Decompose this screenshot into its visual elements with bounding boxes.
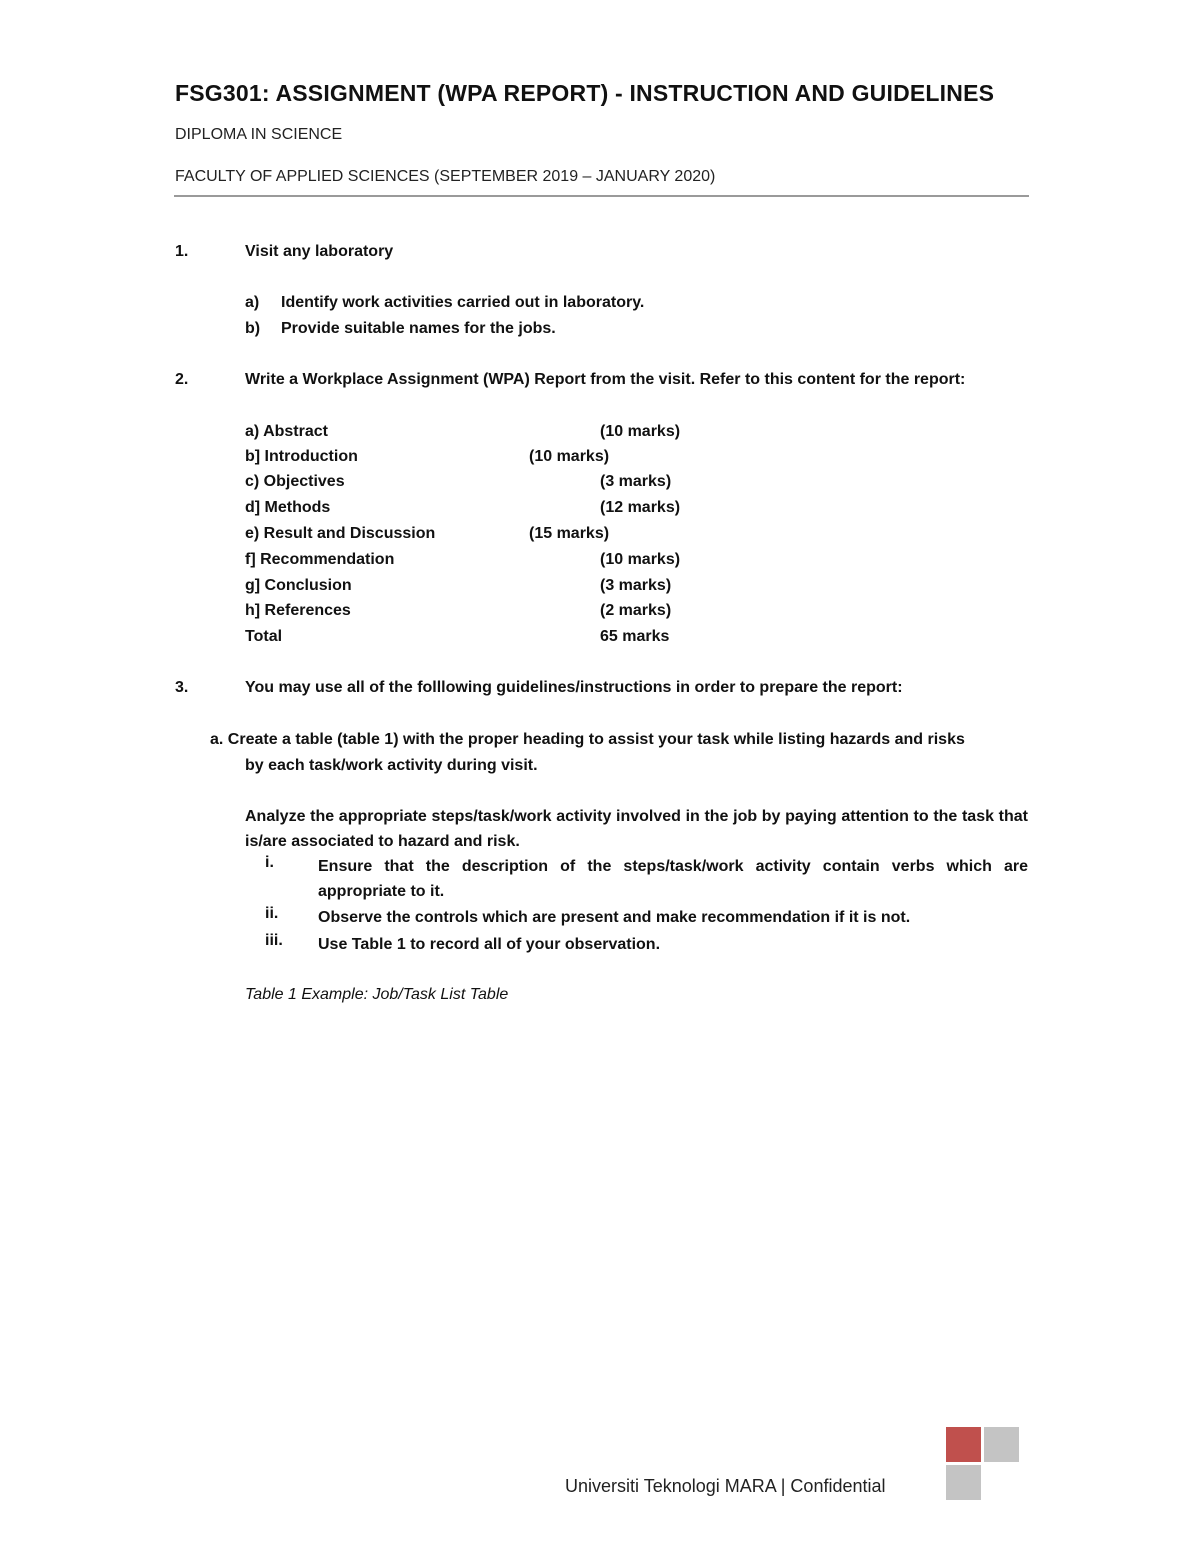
section-3-number: 3. — [175, 679, 189, 696]
program-subtitle: DIPLOMA IN SCIENCE — [175, 126, 343, 143]
mark-label-introduction: b] Introduction — [245, 448, 358, 465]
section-2-text: Write a Workplace Assignment (WPA) Report from the visit. Refer to this content for the report: — [245, 371, 966, 388]
section-1-item-a-letter: a) — [245, 294, 260, 311]
section-1-text: Visit any laboratory — [245, 243, 394, 260]
roman-i-number: i. — [265, 854, 274, 871]
section-2-number: 2. — [175, 371, 189, 388]
mark-value-result-discussion: (15 marks) — [529, 525, 610, 542]
analysis-paragraph: Analyze the appropriate steps/task/work activity involved in the job by paying attention to the task that is/are associated to hazard and risk. — [245, 808, 1028, 850]
mark-value-introduction: (10 marks) — [529, 448, 610, 465]
mark-value-methods: (12 marks) — [600, 499, 681, 516]
section-1-number: 1. — [175, 243, 189, 260]
mark-value-references: (2 marks) — [600, 602, 672, 619]
mark-label-recommendation: f] Recommendation — [245, 551, 395, 568]
roman-ii-number: ii. — [265, 905, 279, 922]
footer-text: Universiti Teknologi MARA | Confidential — [565, 1476, 886, 1496]
section-3-item-a-line1: a. Create a table (table 1) with the proper heading to assist your task while listing hazards and risks — [210, 731, 965, 748]
mark-value-abstract: (10 marks) — [600, 423, 681, 440]
roman-i-text: Ensure that the description of the steps/task/work activity contain verbs which are appropriate to it. — [318, 858, 1028, 900]
section-1-item-a-text: Identify work activities carried out in laboratory. — [281, 294, 645, 311]
roman-ii-text: Observe the controls which are present and make recommendation if it is not. — [318, 909, 911, 926]
footer-accent-square — [946, 1427, 981, 1462]
footer-grey-square-top — [984, 1427, 1019, 1462]
mark-label-conclusion: g] Conclusion — [245, 577, 352, 594]
mark-label-abstract: a) Abstract — [245, 423, 328, 440]
roman-iii-text: Use Table 1 to record all of your observation. — [318, 936, 661, 953]
mark-label-total: Total — [245, 628, 283, 645]
mark-value-conclusion: (3 marks) — [600, 577, 672, 594]
section-1-item-b-text: Provide suitable names for the jobs. — [281, 320, 556, 337]
faculty-subtitle: FACULTY OF APPLIED SCIENCES (SEPTEMBER 2019 – JANUARY 2020) — [175, 168, 716, 185]
mark-value-total: 65 marks — [600, 628, 670, 645]
page-title: FSG301: ASSIGNMENT (WPA REPORT) - INSTRUCTION AND GUIDELINES — [175, 80, 995, 106]
mark-label-objectives: c) Objectives — [245, 473, 345, 490]
section-1-item-b-letter: b) — [245, 320, 261, 337]
section-3-item-a-line2: by each task/work activity during visit. — [245, 757, 538, 774]
mark-label-methods: d] Methods — [245, 499, 331, 516]
roman-iii-number: iii. — [265, 932, 283, 949]
footer-grey-square-bottom — [946, 1465, 981, 1500]
mark-label-result-discussion: e) Result and Discussion — [245, 525, 436, 542]
mark-value-objectives: (3 marks) — [600, 473, 672, 490]
section-3-text: You may use all of the folllowing guidelines/instructions in order to prepare the report: — [245, 679, 903, 696]
header-divider — [174, 195, 1029, 197]
table-caption: Table 1 Example: Job/Task List Table — [245, 986, 509, 1003]
mark-label-references: h] References — [245, 602, 351, 619]
mark-value-recommendation: (10 marks) — [600, 551, 681, 568]
